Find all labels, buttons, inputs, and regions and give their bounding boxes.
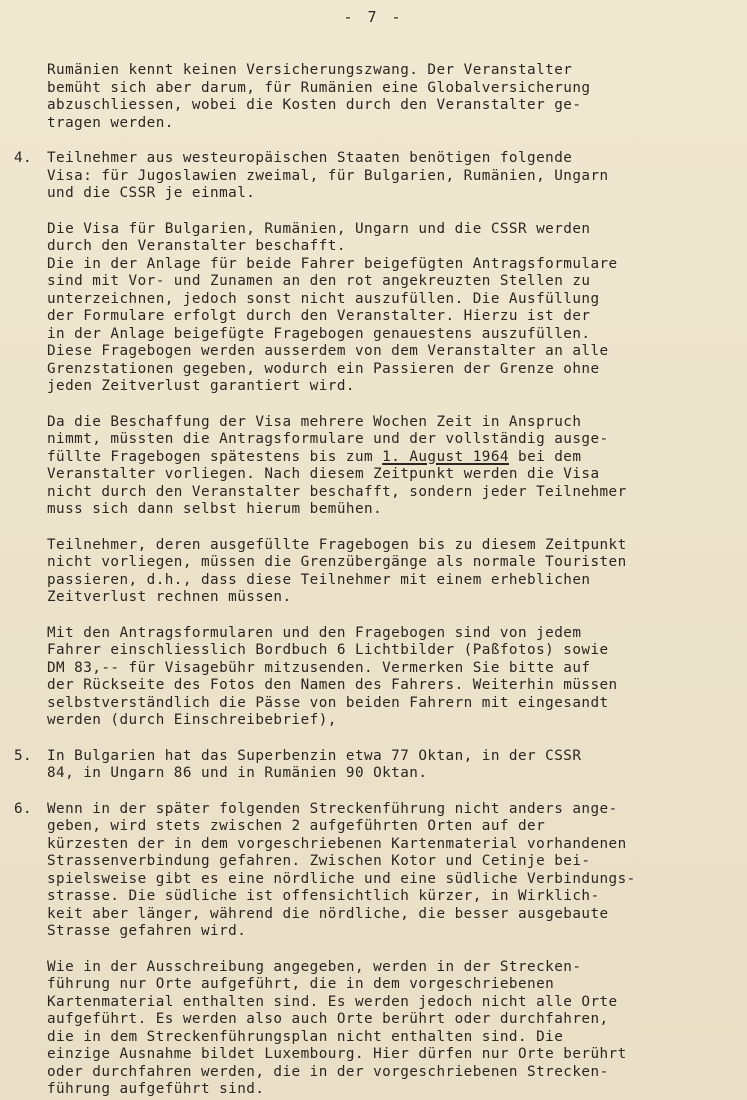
intro-paragraph xyxy=(14,62,734,132)
text-line: Visa: für Jugoslawien zweimal, für Bulgarien, Rumänien, Ungarn xyxy=(47,167,609,184)
text-line: selbstverständlich die Pässe von beiden Fahrern mit eingesandt xyxy=(47,694,609,711)
text-line: strasse. Die südliche ist offensichtlich kürzer, in Wirklich- xyxy=(47,888,600,904)
text-line: keit aber länger, während die nördliche, die besser ausgebaute xyxy=(47,905,609,922)
text-line: sind mit Vor- und Zunamen an den rot angekreuzten Stellen zu xyxy=(47,273,591,289)
text-line: bemüht sich aber darum, für Rumänien eine Globalversicherung xyxy=(47,79,591,96)
text-line: In Bulgarien hat das Superbenzin etwa 77 Oktan, in der CSSR xyxy=(47,747,582,764)
deadline-date: 1. August 1964 xyxy=(382,448,509,465)
text-line: Strasse gefahren wird. xyxy=(47,923,247,939)
text-line: Da die Beschaffung der Visa mehrere Wochen Zeit in Anspruch xyxy=(47,413,582,430)
text-line: Diese Fragebogen werden ausserdem von dem Veranstalter an alle xyxy=(47,343,609,359)
text-segment: bei dem xyxy=(508,448,582,465)
text-line: aufgeführt. Es werden also auch Orte berührt oder durchfahren, xyxy=(47,1011,609,1027)
text-line: die in dem Streckenführungsplan nicht enthalten sind. Die xyxy=(47,1028,564,1045)
text-line: geben, wird stets zwischen 2 aufgeführten Orten auf der xyxy=(47,818,546,834)
text-line: der Rückseite des Fotos den Namen des Fahrers. Weiterhin müssen xyxy=(47,677,618,693)
text-line: führung aufgeführt sind. xyxy=(47,1081,265,1097)
text-line: der Formulare erfolgt durch den Veranstalter. Hierzu ist der xyxy=(47,308,591,324)
text-line: führung nur Orte aufgeführt, die in dem vorgeschriebenen xyxy=(47,976,555,992)
text-line: Rumänien kennt keinen Versicherungszwang. Der Veranstalter xyxy=(47,62,573,78)
item-number: 6. xyxy=(14,800,33,817)
text-line: und die CSSR je einmal. xyxy=(47,185,256,201)
text-line: Zeitverlust rechnen müssen. xyxy=(47,589,292,605)
text-line: jeden Zeitverlust garantiert wird. xyxy=(47,378,355,394)
item-6 xyxy=(14,801,734,941)
text-line: Wenn in der später folgenden Streckenführung nicht anders ange- xyxy=(47,800,618,817)
item-number: 5. xyxy=(14,747,33,764)
text-line: 84, in Ungarn 86 und in Rumänien 90 Oktan. xyxy=(47,765,428,781)
item-4-paragraph-4 xyxy=(14,537,734,607)
text-line: einzige Ausnahme bildet Luxembourg. Hier dürfen nur Orte berührt xyxy=(47,1046,627,1062)
text-line: unterzeichnen, jedoch sonst nicht auszufüllen. Die Ausfüllung xyxy=(47,290,600,307)
text-line: nicht vorliegen, müssen die Grenzübergänge als normale Touristen xyxy=(47,554,627,570)
text-line: Mit den Antragsformularen und den Fragebogen sind von jedem xyxy=(47,624,582,641)
text-line: tragen werden. xyxy=(47,114,174,131)
text-line: oder durchfahren werden, die in der vorgeschriebenen Strecken- xyxy=(47,1063,609,1080)
page-number: - 7 - xyxy=(343,8,404,26)
item-4-paragraph-5 xyxy=(14,625,734,730)
text-line: Fahrer einschliesslich Bordbuch 6 Lichtbilder (Paßfotos) sowie xyxy=(47,642,609,658)
text-line: Veranstalter vorliegen. Nach diesem Zeitpunkt werden die Visa xyxy=(47,466,600,482)
text-line: Die in der Anlage für beide Fahrer beigefügten Antragsformulare xyxy=(47,255,618,272)
text-line: Kartenmaterial enthalten sind. Es werden jedoch nicht alle Orte xyxy=(47,993,618,1010)
item-number: 4. xyxy=(14,150,33,166)
text-line: passieren, d.h., dass diese Teilnehmer mit einem erheblichen xyxy=(47,571,591,588)
text-line: Die Visa für Bulgarien, Rumänien, Ungarn und die CSSR werden xyxy=(47,220,591,237)
text-line: Wie in der Ausschreibung angegeben, werden in der Strecken- xyxy=(47,958,582,975)
item-4 xyxy=(14,150,734,203)
text-line: Strassenverbindung gefahren. Zwischen Kotor und Cetinje bei- xyxy=(47,853,591,869)
document-body xyxy=(14,62,734,1099)
text-line: nicht durch den Veranstalter beschafft, sondern jeder Teilnehmer xyxy=(47,483,627,500)
item-6-paragraph-2 xyxy=(14,959,734,1099)
text-line xyxy=(47,449,734,467)
item-4-paragraph-2 xyxy=(14,221,734,396)
item-4-paragraph-3 xyxy=(14,414,734,519)
text-line: in der Anlage beigefügte Fragebogen genauestens auszufüllen. xyxy=(47,325,591,342)
text-line: kürzesten der in dem vorgeschriebenen Kartenmaterial vorhandenen xyxy=(47,835,627,852)
text-line: abzuschliessen, wobei die Kosten durch den Veranstalter ge- xyxy=(47,97,582,113)
item-5 xyxy=(14,748,734,783)
text-line: nimmt, müssten die Antragsformulare und der vollständig ausge- xyxy=(47,431,609,447)
text-line: muss sich dann selbst hierum bemühen. xyxy=(47,501,383,517)
text-line: werden (durch Einschreibebrief), xyxy=(47,712,337,728)
text-line: DM 83,-- für Visagebühr mitzusenden. Vermerken Sie bitte auf xyxy=(47,659,591,676)
text-line: Teilnehmer, deren ausgefüllte Fragebogen bis zu diesem Zeitpunkt xyxy=(47,536,627,553)
text-line: Grenzstationen gegeben, wodurch ein Passieren der Grenze ohne xyxy=(47,360,600,377)
text-line: Teilnehmer aus westeuropäischen Staaten benötigen folgende xyxy=(47,150,573,166)
text-line: spielsweise gibt es eine nördliche und eine südliche Verbindungs- xyxy=(47,870,636,887)
text-line: durch den Veranstalter beschafft. xyxy=(47,238,346,254)
text-segment: füllte Fragebogen spätestens bis zum xyxy=(47,448,383,465)
